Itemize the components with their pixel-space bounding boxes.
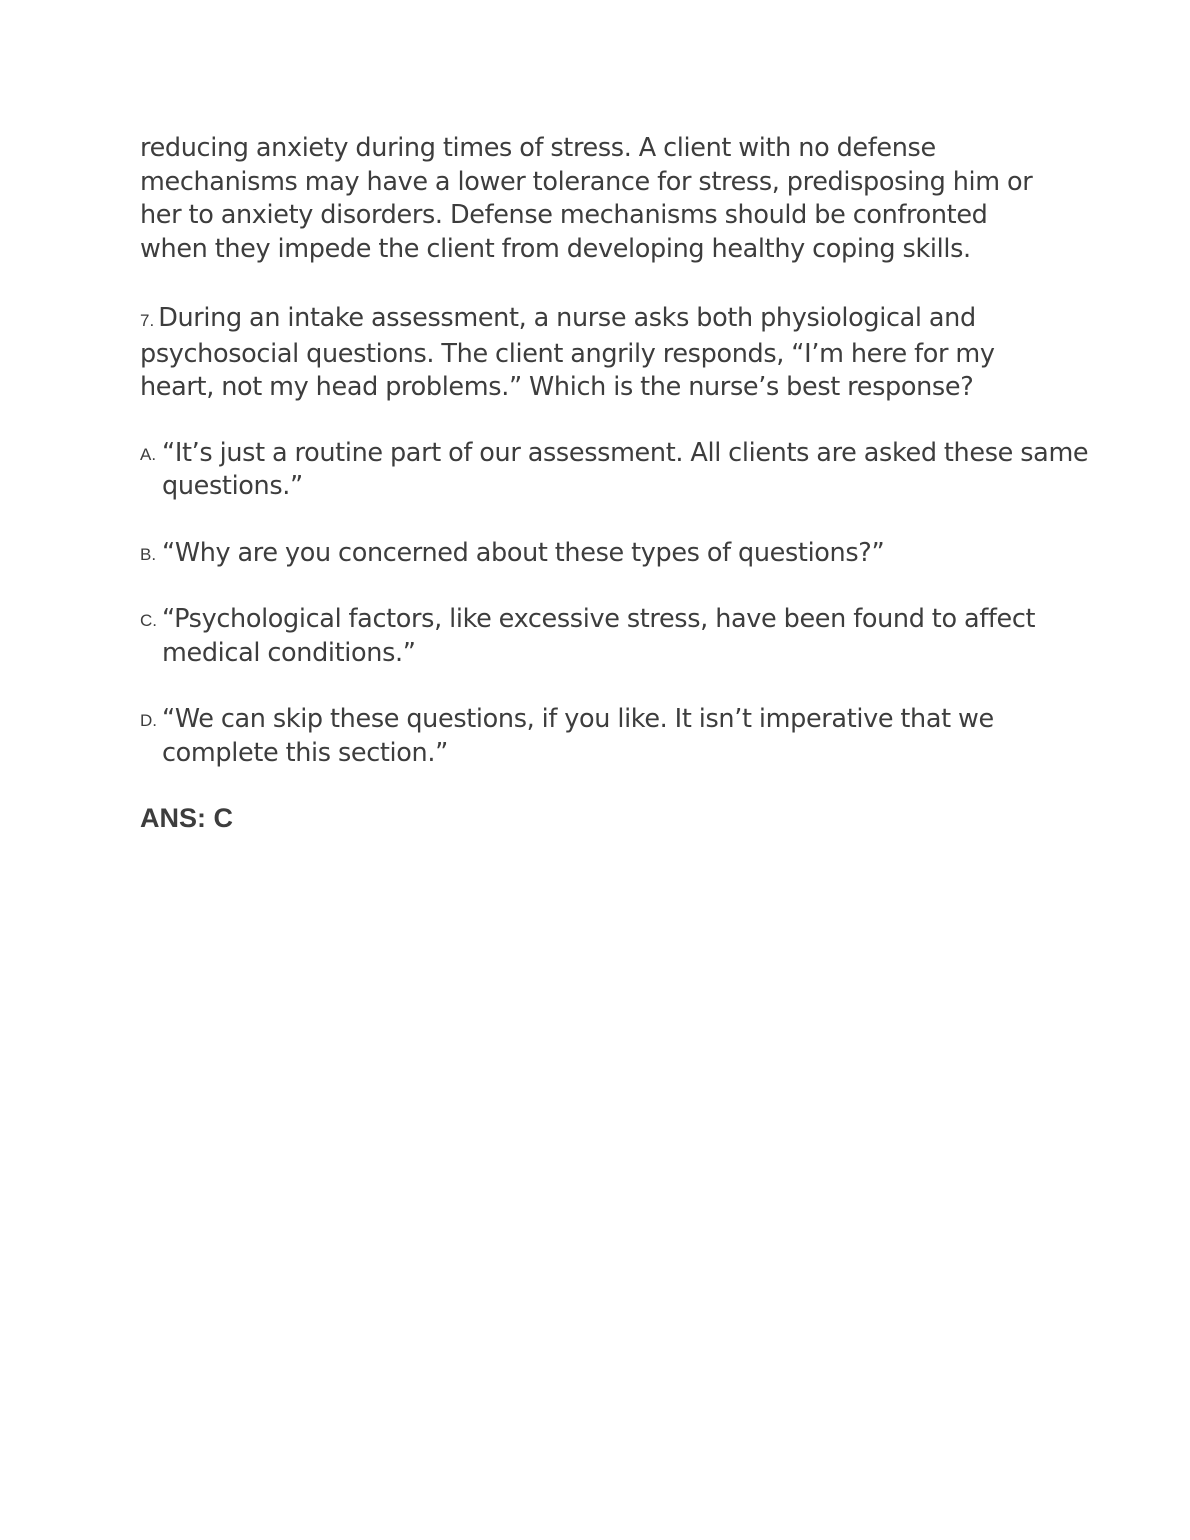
option-d (140, 703, 1070, 770)
text-line: when they impede the client from developing healthy coping skills. (140, 233, 971, 264)
option-text: “Why are you concerned about these types of questions?” (162, 537, 885, 568)
option-text: “Psychological factors, like excessive stress, have been found to affect (162, 604, 1036, 634)
option-letter: D. (140, 711, 157, 730)
answer-key: ANS: C (140, 803, 233, 833)
question-number: 7. (140, 311, 155, 330)
option-c (140, 603, 1070, 670)
text-line: psychosocial questions. The client angrily responds, “I’m here for my (140, 338, 995, 369)
option-text: medical conditions.” (162, 637, 416, 668)
option-text: complete this section.” (162, 737, 448, 768)
option-letter: C. (140, 611, 157, 630)
rationale-continuation (140, 132, 1070, 266)
document-page (140, 132, 1089, 834)
option-b (140, 537, 1070, 571)
option-text: “We can skip these questions, if you like. It isn’t imperative that we (162, 704, 994, 734)
text-line: mechanisms may have a lower tolerance for stress, predisposing him or (140, 166, 1033, 197)
option-text: “It’s just a routine part of our assessment. All clients are asked these same (162, 437, 1089, 468)
text-line: heart, not my head problems.” Which is the nurse’s best response? (140, 372, 974, 402)
option-letter: B. (140, 544, 157, 564)
text-line: reducing anxiety during times of stress. A client with no defense (140, 133, 936, 163)
text-line: her to anxiety disorders. Defense mechanisms should be confronted (140, 200, 988, 230)
text-line (140, 302, 1070, 338)
option-a (140, 437, 1089, 504)
question-text: During an intake assessment, a nurse asks both physiological and (158, 303, 976, 333)
option-text: questions.” (162, 471, 303, 501)
answer-options (140, 437, 1089, 771)
option-letter: A. (140, 444, 157, 464)
question-stem (140, 302, 1070, 405)
